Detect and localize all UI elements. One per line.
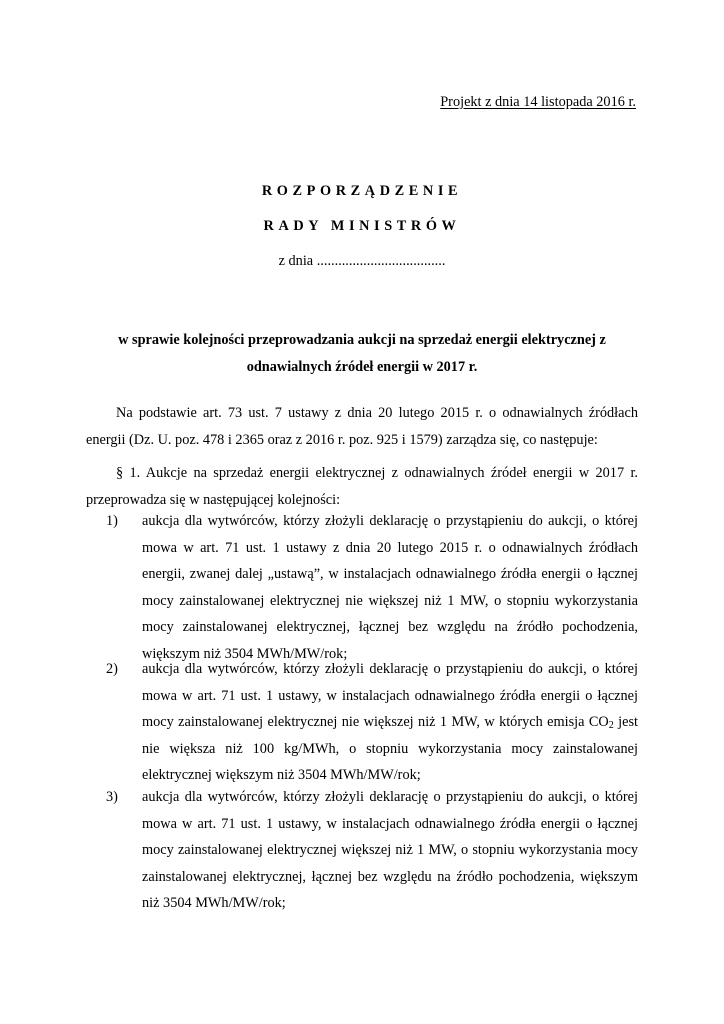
list-item-number: 3): [106, 789, 118, 805]
list-item-text-before: aukcja dla wytwórców, którzy złożyli deklarację o przystąpieniu do aukcji, o której mowa w art. 71 ust. 1 ustawy, w instalacjach odnawialnego źródła energii o łącznej mocy zainstalowanej elektrycznej nie większej niż 1 MW, w których emisja CO: [142, 661, 638, 731]
list-item-number: 2): [106, 661, 118, 677]
legal-basis-paragraph: Na podstawie art. 73 ust. 7 ustawy z dnia 20 lutego 2015 r. o odnawialnych źródłach energii (Dz. U. poz. 478 i 2365 oraz z 2016 r. poz. 925 i 1579) zarządza się, co następuje:: [86, 405, 638, 448]
list-item-text: aukcja dla wytwórców, którzy złożyli deklarację o przystąpieniu do aukcji, o której mowa w art. 71 ust. 1 ustawy z dnia 20 lutego 2015 r. o odnawialnych źródłach energii, zwanej dalej „ustawą”, w instalacjach odnawialnego źródła energii o łącznej mocy zainstalowanej elektrycznej nie większej niż 1 MW, o stopniu wykorzystania mocy zainstalowanej elektrycznej, łącznej bez względu na źródło pochodzenia, większym niż 3504 MWh/MW/rok;: [142, 513, 638, 662]
section-1-paragraph: § 1. Aukcje na sprzedaż energii elektrycznej z odnawialnych źródeł energii w 2017 r. przeprowadza się w następującej kolejności:: [86, 465, 638, 508]
list-item-number: 1): [106, 513, 118, 529]
co2-subscript: 2: [608, 720, 614, 732]
issuer-title: RADY MINISTRÓW: [263, 218, 461, 234]
list-item: [86, 656, 638, 789]
list-item-text-after: jest nie większa niż 100 kg/MWh, o stopniu wykorzystania mocy zainstalowanej elektrycznej większym niż 3504 MWh/MW/rok;: [142, 714, 638, 784]
list-item-text: [142, 656, 638, 789]
project-date: Projekt z dnia 14 listopada 2016 r.: [440, 94, 636, 110]
issue-date-line: z dnia ....................................: [278, 253, 446, 269]
list-item: [86, 784, 638, 917]
list-item-text: aukcja dla wytwórców, którzy złożyli deklarację o przystąpieniu do aukcji, o której mowa w art. 71 ust. 1 ustawy, w instalacjach odnawialnego źródła energii o łącznej mocy zainstalowanej elektrycznej większej niż 1 MW, o stopniu wykorzystania mocy zainstalowanej elektrycznej, łącznej bez względu na źródło pochodzenia, większym niż 3504 MWh/MW/rok;: [142, 789, 638, 912]
document-type-title: ROZPORZĄDZENIE: [261, 183, 463, 199]
regulation-subject: w sprawie kolejności przeprowadzania aukcji na sprzedaż energii elektrycznej z odnawialnych źródeł energii w 2017 r.: [118, 332, 606, 375]
list-item: [86, 508, 638, 668]
